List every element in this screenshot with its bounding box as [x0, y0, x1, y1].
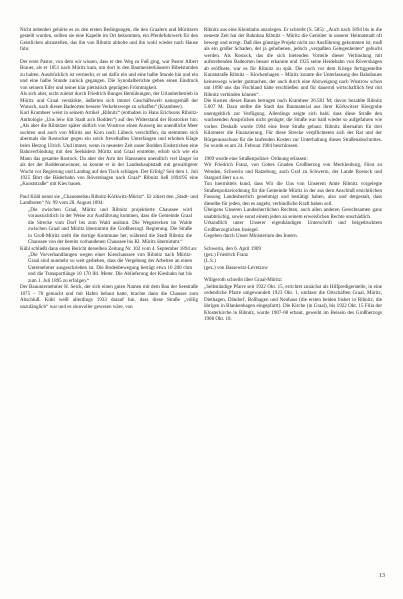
- paragraph: Karl Krambeer weist in seinem Artikel „Ribnitz“ (enthalten in Hans Erichsons Ribnitz-Anthologie „Uns leiw lütt Stadt an'n Bodden“) auf den Widerstand der Rostocker hin: „Als aber die Ribnitzer später südlich von Wustrow einen Ausweg ins unendliche Meer suchten und auch von Müritz aus Korn nach Lübeck verschiffen, da stemmten sich abermals die Rostocker gegen ein solch frevelhaftes Unterfangen und erhoben Klage beim Herzog Ulrich. Und immer, wenn in neuester Zeit unser Bodden Eisdstrichen eine Bahnverbindung mit den Seebädern Müritz und Graal erstrebte, erhob sich wie ein Mann das gesamte Rostock. Da aber der Arm der Hanseaten unendlich viel länger ist als der der Boddenanwinner, so konnte er in der Landeshauptstadt mit gewaltigerer Wucht vor Regierung und Landtag auf den Tisch schlagen. Der Erfolg? Seit dem 1. Juli 1925 fährt die Bäderbahn von Rövershagen nach Graal“ Ribnitz ließ 1894/95 eine „Kunststraße“ mit Kies bauen.: [20, 110, 198, 188]
- decree-paragraph: Tun hiermittels kund, dass Wir die Uns von Unserem Amte Ribnitz vorgelegte Straßenpolizeiordnung für die Gemeinde Müritz in der aus dem Anschluß ersichtlichen Fassung Landesherrlich genehmigt und bestätigt haben, also und dergestalt, dass dieselbe für jeden, den es angeht, verbindliche Kraft haben soll.: [204, 181, 382, 207]
- decree-signature: (gez.) Friedrich Franz: [204, 251, 249, 258]
- paragraph: Paul Kühl nennt sie „Chausseebau Ribnitz-Körkwitz-Müritz“. Er zitiert den „Stadt- und Landboten“ Nr. 99 vom 28. August 1894:: [20, 193, 198, 207]
- decree-date: Schwerin, den 6. April 1909: [204, 245, 261, 252]
- decree-seal: (L.S.): [204, 258, 216, 265]
- paragraph: Die Kosten dieses Baues betrugen nach Krambeer 26.581 M; davon bezahlte Ribnitz 5.607 M. Dazu stellte die Stadt das Baumaterial aus ihrer Körkwitzer Kiesgrube unentgeltlich zur Verfügung. Allerdings zeigte sich bald, dass diese Straße den wachsenden Ansprüchen nicht genügte; die Straße war bald wieder so aufgefahren wie vorher. Deshalb wurde 1904 eine feste Straße gebaut. Ribnitz übernahm für drei Kilometer die Finanzierung. Für diese Strecke verpflichteten sich der Rat und der Bürgerausschuss für die laufenden Kosten zur Unterhaltung dieses Straßenabschnittes. So wurde es am 24. Februar 1904 beschlossen.: [204, 97, 382, 150]
- paragraph: Der Bauunternehmer H. Seick, der sich einen guten Namen mit dem Bau der Seestraße 1875 – 78 gemacht und mit Hafen bebaut hatte, brachte dann die Chausse zum Abschluß. Kühl weiß allerdings 1933 darauf hin, dass diese Straße „völlig unzulänglich“ war und es sinnvoller gewesen wäre, von: [20, 284, 198, 310]
- paragraph: Als sich aber, nicht zuletzt durch Friedrich Bunges Bemühungen, der Urlauberbetrieb in Müritz und Graal verstärkte, äußerten sich immer Geschäftswelt naturgemäß der Wunsch, nach diesen Badeorten bessere Verkehrswege zu schaffen“ (Krambeer).: [20, 91, 198, 110]
- decree-paragraph: Gegeben durch Unser Ministerium des Innern.: [204, 233, 298, 240]
- paragraph: Nicht nebenbei gehörte es zu den ersten Bedingungen, die den Graalern und Müritzern gestellt wurden, sollten sie eine Kapelle im Ort bekommen, ein Pferdefuhrwerk für den Geistlichen abzustellen, das ihn von Ribnitz abholte und ihn wohl wieder nach Hause fuhr.: [20, 27, 198, 53]
- decree-paragraph: Wir Friedrich Franz, von Gottes Gnaden Großherzog von Mecklenburg, Fürst zu Wenden, Schwerin und Ratzeburg, auch Graf zu Schwerin, der Lande Rostock und Stargard Herr u.s.w.: [204, 162, 382, 181]
- right-column: [204, 27, 382, 322]
- paragraph: Willgeroth schreibt über Graal-Müritz:: [204, 277, 283, 284]
- quote-paragraph: „Die zwischen Graal, Müritz und Ribnitz projektierte Chaussee wird voraussichtlich in der Weise zur Ausführung kommen, dass die Gemeinde Graal die Strecke vom Dorf bis zum Wald ausbaut. Die Wegstrecken im Walde zwischen Graal und Müritz übernimmt die Großherzogl. Regierung. Die Straße in Groß-Müritz stellt die dortige Kommune her, während die Stadt Ribnitz die Chaussee von der bereits vorhandenen Chaussee bis Kl. Müritz übernimmt.“: [28, 206, 192, 246]
- paragraph: 1909 wurde eine Straßenpolizei- Ordnung erlassen:: [204, 155, 308, 162]
- paragraph: Ribnitz aus eine Kleinbahn anzulegen. Er schreibt (S. 585): „Auch nach 1894 bis in die neueste Zeit hat der Bahnbau Ribnitz – Müritz die Gemüter in unserer Heimatstadt oft bewegt und erregt. Daß dies günstige Projekt nicht zur Ausführung gekommen ist, muß als ein großer Schaden, der ja gehobenen, jedoch „verpaßten Gelegenheiten“ gebucht werden. Als Rostock, das die sich bietenden Vorteile dieser Verbindung mit aufstrebenden Badeorten besser erkannte und 1925 seine Heidebahn von Rövershagen ab eröffnete, war es für Ribnitz zu spät. Die noch vor dem Kriege fertiggestellte Kunststraße Ribnitz – Klockenhagen – Müritz konnte die Unterlassung des Bahnbaues keineswegs wieder gutmachen, der auch durch eine Abzweigung nach Wustrow schon um 1890 uns das Fischland hätte erschließen und für dauernd wirtschaftlich fest mit Ribnitz verbinden können“.: [204, 27, 382, 98]
- decree-paragraph: Urkundlich unter Unserer eigenhändigen Unterschrift und beigedrucktem Großherzoglichen Insiegel.: [204, 220, 382, 233]
- left-column: [20, 27, 198, 310]
- paragraph: Kühl schließt dann einen Bericht derselben Zeitung Nr. 102 vom 4. September 1894 an:: [20, 245, 198, 252]
- page-number: 13: [379, 573, 385, 579]
- paragraph: Der erste Pastor, von dem wir wissen, dass er den Weg zu Fuß ging, war Pastor Albert Brauer, als er 1851 nach Müritz kam, um dort in den Baumeisterhäusern Bibelstunden zu halten. Ausdrücklich ist vermerkt, er sei dafür ein und eine halbe Stunde hin und ein und eine halbe Stunde zurück gegangen. Die Synodalberichte geben einen Eindruck von seinem Eifer und seiner klar pietistisch geprägten Frömmigkeit.: [20, 58, 198, 91]
- decree-paragraph: Übeigens Unseren Landesherrlichen Rechten, auch allen anderen Gerechtsamen ganz unabbrüchig, sowie sonst einem jeden an seinem erweislichen Rechte unschädlich.: [204, 207, 382, 220]
- quote-paragraph: „Selbständige Pfarre seit 1922 Okt. 15, errichtet zunächst als Hilfpredigerstelle, in eine ordentliche Pfarre umgewandelt 1923 Okt. 1, umfasst die Ortschaften Graal, Müritz, Diethagen, Dändorf, Bollhagen und Neuhaus (die ersten beiden bisher in Ribnitz, die übrigen in Blankenhagen eingepfarrt). Die Kirche (in Graal), bis 1922 Okt. 15 Filia der Klosterkirche in Ribnitz, wurde 1907-08 erbaut, geweiht im Beisein des Großherzogs 1908 Okt. 18.: [204, 283, 382, 323]
- decree-signature: (gez.) von Bassewitz-Levetzow: [204, 264, 268, 271]
- quote-paragraph: „Die Vorverhandlungen wegen einer Kieschaussee von Ribnitz nach Müritz-Graal sind nunmehr so weit gediehen, dass die Vergebung der Arbeiten an einen Unternehmer ausgeschrieben ist. Die Bodenbewegung beträgt etwa 10 200 cbm und die Transportlänge 10 170 lfd. Meter. Die Ablieferung der Kiesbahn hat bis zum 1. Juli 1895 zu erfolgen.“: [28, 251, 192, 284]
